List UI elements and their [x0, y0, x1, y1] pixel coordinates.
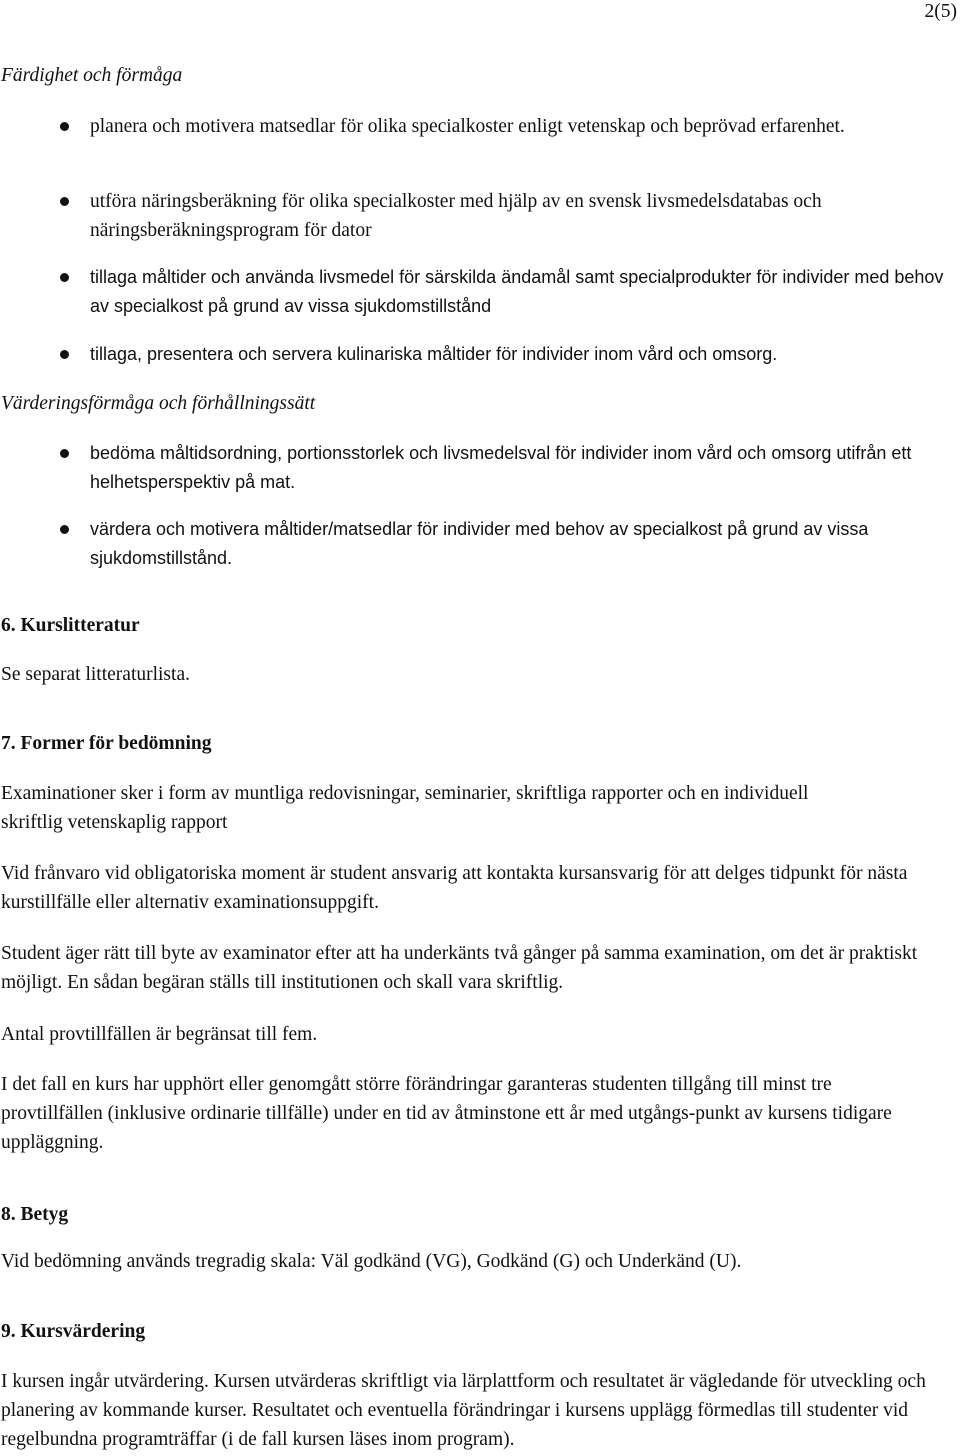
- skills-heading: Färdighet och förmåga: [1, 65, 183, 86]
- bullet-icon: [60, 350, 69, 359]
- section-7-paragraph: Antal provtillfällen är begränsat till fem.: [1, 1024, 318, 1045]
- section-9-text: I kursen ingår utvärdering. Kursen utvärderas skriftligt via lärplattform och resultatet är vägledande för utveckling och planering av kommande kurser. Resultatet och eventuella förändringar i kursens upplägg förmedlas till studenter vid regelbundna programträffar (i de fall kursen läses inom program).: [1, 1371, 926, 1450]
- section-7-heading: 7. Former för bedömning: [1, 733, 212, 754]
- section-7-paragraph: Examinationer sker i form av muntliga redovisningar, seminarier, skriftliga rapporter och en individuell skriftlig vetenskaplig rapport: [1, 783, 809, 833]
- page-number: 2(5): [924, 1, 957, 22]
- section-7-paragraph: Vid frånvaro vid obligatoriska moment är student ansvarig att kontakta kursansvarig för att delges tidpunkt för nästa kurstillfälle eller alternativ examinationsuppgift.: [1, 863, 908, 913]
- list-item: utföra näringsberäkning för olika specialkoster med hjälp av en svensk livsmedelsdatabas och näringsberäkningsprogram för dator: [0, 187, 960, 245]
- section-6-heading: 6. Kurslitteratur: [1, 615, 140, 636]
- section-7-paragraph: Student äger rätt till byte av examinator efter att ha underkänts två gånger på samma examination, om det är praktiskt möjligt. En sådan begäran ställs till institutionen och skall vara skriftlig.: [1, 943, 918, 993]
- bullet-icon: [60, 525, 69, 534]
- section-6-text: Se separat litteraturlista.: [1, 664, 190, 685]
- bullet-icon: [60, 273, 69, 282]
- list-item: tillaga måltider och använda livsmedel för särskilda ändamål samt specialprodukter för individer med behov av specialkost på grund av vissa sjukdomstillstånd: [0, 263, 960, 321]
- section-8-heading: 8. Betyg: [1, 1204, 69, 1225]
- bullet-icon: [60, 449, 69, 458]
- list-item: tillaga, presentera och servera kulinariska måltider för individer inom vård och omsorg.: [0, 340, 960, 369]
- list-item: bedöma måltidsordning, portionsstorlek och livsmedelsval för individer inom vård och omsorg utifrån ett helhetsperspektiv på mat.: [0, 439, 960, 497]
- list-item: värdera och motivera måltider/matsedlar för individer med behov av specialkost på grund av vissa sjukdomstillstånd.: [0, 515, 960, 573]
- values-heading: Värderingsförmåga och förhållningssätt: [1, 393, 316, 414]
- bullet-icon: [60, 122, 69, 131]
- section-7-paragraph: I det fall en kurs har upphört eller genomgått större förändringar garanteras studenten tillgång till minst tre provtillfällen (inklusive ordinarie tillfälle) under en tid av åtminstone ett år med utgångs-punkt av kursens tidigare uppläggning.: [1, 1074, 892, 1153]
- bullet-icon: [60, 197, 69, 206]
- list-item: planera och motivera matsedlar för olika specialkoster enligt vetenskap och beprövad erfarenhet.: [0, 112, 960, 141]
- section-9-heading: 9. Kursvärdering: [1, 1321, 146, 1342]
- section-8-text: Vid bedömning används tregradig skala: Väl godkänd (VG), Godkänd (G) och Underkänd (U).: [1, 1251, 742, 1272]
